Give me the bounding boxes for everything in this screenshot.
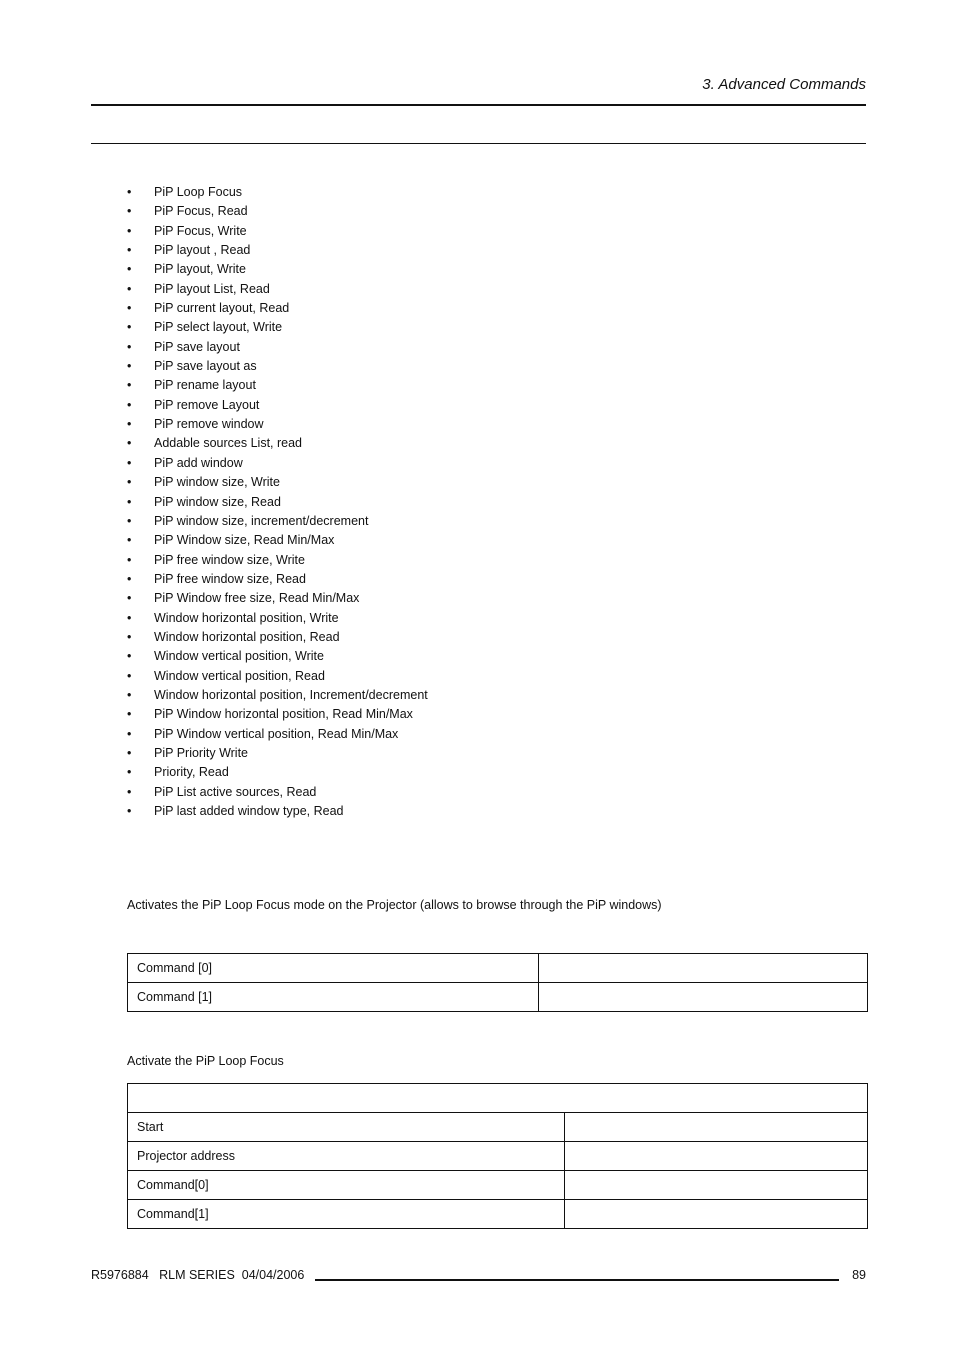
list-item (127, 725, 428, 744)
list-item-label: PiP layout , Read (154, 243, 251, 258)
list-item (127, 783, 428, 802)
list-item (127, 241, 428, 260)
list-item (127, 396, 428, 415)
list-item (127, 299, 428, 318)
list-item (127, 667, 428, 686)
bullet-icon: • (127, 745, 132, 760)
bullet-icon: • (127, 552, 132, 567)
list-item-label: Window horizontal position, Increment/decrement (154, 687, 428, 702)
table-row (128, 1142, 868, 1171)
list-item (127, 589, 428, 608)
command-label-cell: Command [1] (128, 983, 539, 1012)
list-item (127, 686, 428, 705)
list-item (127, 763, 428, 782)
bullet-icon: • (127, 417, 132, 432)
command-label-cell: Command [0] (128, 954, 539, 983)
field-value-cell (565, 1142, 868, 1171)
list-item-label: Priority, Read (154, 765, 229, 780)
bullet-icon: • (127, 765, 132, 780)
table-row (128, 954, 868, 983)
list-item-label: Addable sources List, read (154, 436, 303, 451)
list-item-label: PiP Window horizontal position, Read Min/Max (154, 707, 413, 722)
command-overview-list (127, 183, 428, 821)
bullet-icon: • (127, 804, 132, 818)
list-item-label: PiP free window size, Write (154, 552, 305, 567)
list-item-label: PiP save layout (154, 339, 240, 354)
list-item-label: PiP last added window type, Read (154, 804, 344, 818)
bullet-icon: • (127, 262, 132, 277)
bullet-icon: • (127, 668, 132, 683)
list-item (127, 338, 428, 357)
list-item (127, 609, 428, 628)
table-header-row (128, 1084, 868, 1113)
bullet-icon: • (127, 185, 132, 199)
list-item-label: PiP free window size, Read (154, 571, 306, 586)
field-label-cell: Command[0] (128, 1171, 565, 1200)
table-row (128, 1200, 868, 1229)
list-item (127, 802, 428, 821)
command-value-cell (539, 983, 868, 1012)
field-label-cell: Projector address (128, 1142, 565, 1171)
bullet-icon: • (127, 687, 132, 702)
bullet-icon: • (127, 397, 132, 412)
list-item (127, 570, 428, 589)
example-caption: Activate the PiP Loop Focus (127, 1054, 284, 1068)
list-item-label: Window horizontal position, Read (154, 629, 340, 644)
footer-rule (315, 1279, 839, 1281)
list-item (127, 376, 428, 395)
list-item (127, 357, 428, 376)
bullet-icon: • (127, 707, 132, 722)
list-item (127, 512, 428, 531)
table-header-cell (128, 1084, 868, 1113)
list-item (127, 318, 428, 337)
field-value-cell (565, 1200, 868, 1229)
list-item-label: PiP add window (154, 455, 243, 470)
list-item (127, 531, 428, 550)
list-item (127, 202, 428, 221)
list-item-label: Window horizontal position, Write (154, 610, 339, 625)
list-item-label: PiP List active sources, Read (154, 784, 317, 799)
list-item-label: PiP Window free size, Read Min/Max (154, 591, 360, 606)
table-row (128, 1171, 868, 1200)
list-item-label: Window vertical position, Read (154, 668, 325, 683)
command-value-cell (539, 954, 868, 983)
field-label-cell: Command[1] (128, 1200, 565, 1229)
list-item (127, 222, 428, 241)
field-value-cell (565, 1113, 868, 1142)
list-item-label: PiP Loop Focus (154, 185, 243, 199)
list-item-label: PiP remove window (154, 417, 264, 432)
list-item-label: PiP Window size, Read Min/Max (154, 533, 335, 548)
example-table (127, 1083, 868, 1229)
command-table (127, 953, 868, 1012)
list-item-label: PiP Window vertical position, Read Min/Max (154, 726, 399, 741)
list-item-label: PiP remove Layout (154, 397, 260, 412)
bullet-icon: • (127, 629, 132, 644)
list-item (127, 280, 428, 299)
bullet-icon: • (127, 223, 132, 238)
list-item-label: PiP window size, Read (154, 494, 281, 509)
list-item-label: PiP Priority Write (154, 745, 249, 760)
bullet-icon: • (127, 455, 132, 470)
bullet-icon: • (127, 378, 132, 393)
list-item-label: Window vertical position, Write (154, 649, 324, 664)
bullet-icon: • (127, 610, 132, 625)
list-item (127, 705, 428, 724)
bullet-icon: • (127, 204, 132, 219)
list-item-label: PiP layout List, Read (154, 281, 270, 296)
list-item (127, 493, 428, 512)
bullet-icon: • (127, 494, 132, 509)
list-item (127, 434, 428, 453)
list-item-label: PiP window size, increment/decrement (154, 513, 369, 528)
bullet-icon: • (127, 571, 132, 586)
bullet-icon: • (127, 591, 132, 606)
list-item (127, 183, 428, 202)
list-item-label: PiP Focus, Read (154, 204, 248, 219)
section-rule (91, 143, 866, 144)
bullet-icon: • (127, 436, 132, 451)
list-item (127, 260, 428, 279)
list-item (127, 415, 428, 434)
list-item (127, 454, 428, 473)
list-item-label: PiP select layout, Write (154, 320, 283, 335)
header-rule (91, 104, 866, 106)
list-item-label: PiP layout, Write (154, 262, 246, 277)
list-item (127, 551, 428, 570)
table-row (128, 1113, 868, 1142)
footer-doc-info: R5976884 RLM SERIES 04/04/2006 (91, 1268, 305, 1282)
table-row (128, 983, 868, 1012)
list-item-label: PiP window size, Write (154, 475, 280, 490)
bullet-icon: • (127, 339, 132, 354)
bullet-icon: • (127, 726, 132, 741)
bullet-icon: • (127, 513, 132, 528)
list-item (127, 628, 428, 647)
list-item-label: PiP Focus, Write (154, 223, 247, 238)
list-item-label: PiP save layout as (154, 359, 257, 374)
bullet-icon: • (127, 281, 132, 296)
bullet-icon: • (127, 784, 132, 799)
list-item (127, 744, 428, 763)
field-value-cell (565, 1171, 868, 1200)
bullet-icon: • (127, 533, 132, 548)
bullet-icon: • (127, 475, 132, 490)
bullet-icon: • (127, 243, 132, 258)
description-text: Activates the PiP Loop Focus mode on the Projector (allows to browse through the PiP windows) (127, 898, 662, 912)
list-item-label: PiP rename layout (154, 378, 256, 393)
page-number: 89 (852, 1268, 866, 1282)
bullet-icon: • (127, 301, 132, 316)
list-item (127, 647, 428, 666)
field-label-cell: Start (128, 1113, 565, 1142)
bullet-icon: • (127, 320, 132, 335)
bullet-icon: • (127, 359, 132, 374)
list-item (127, 473, 428, 492)
chapter-title: 3. Advanced Commands (702, 76, 866, 93)
list-item-label: PiP current layout, Read (154, 301, 290, 316)
bullet-icon: • (127, 649, 132, 664)
